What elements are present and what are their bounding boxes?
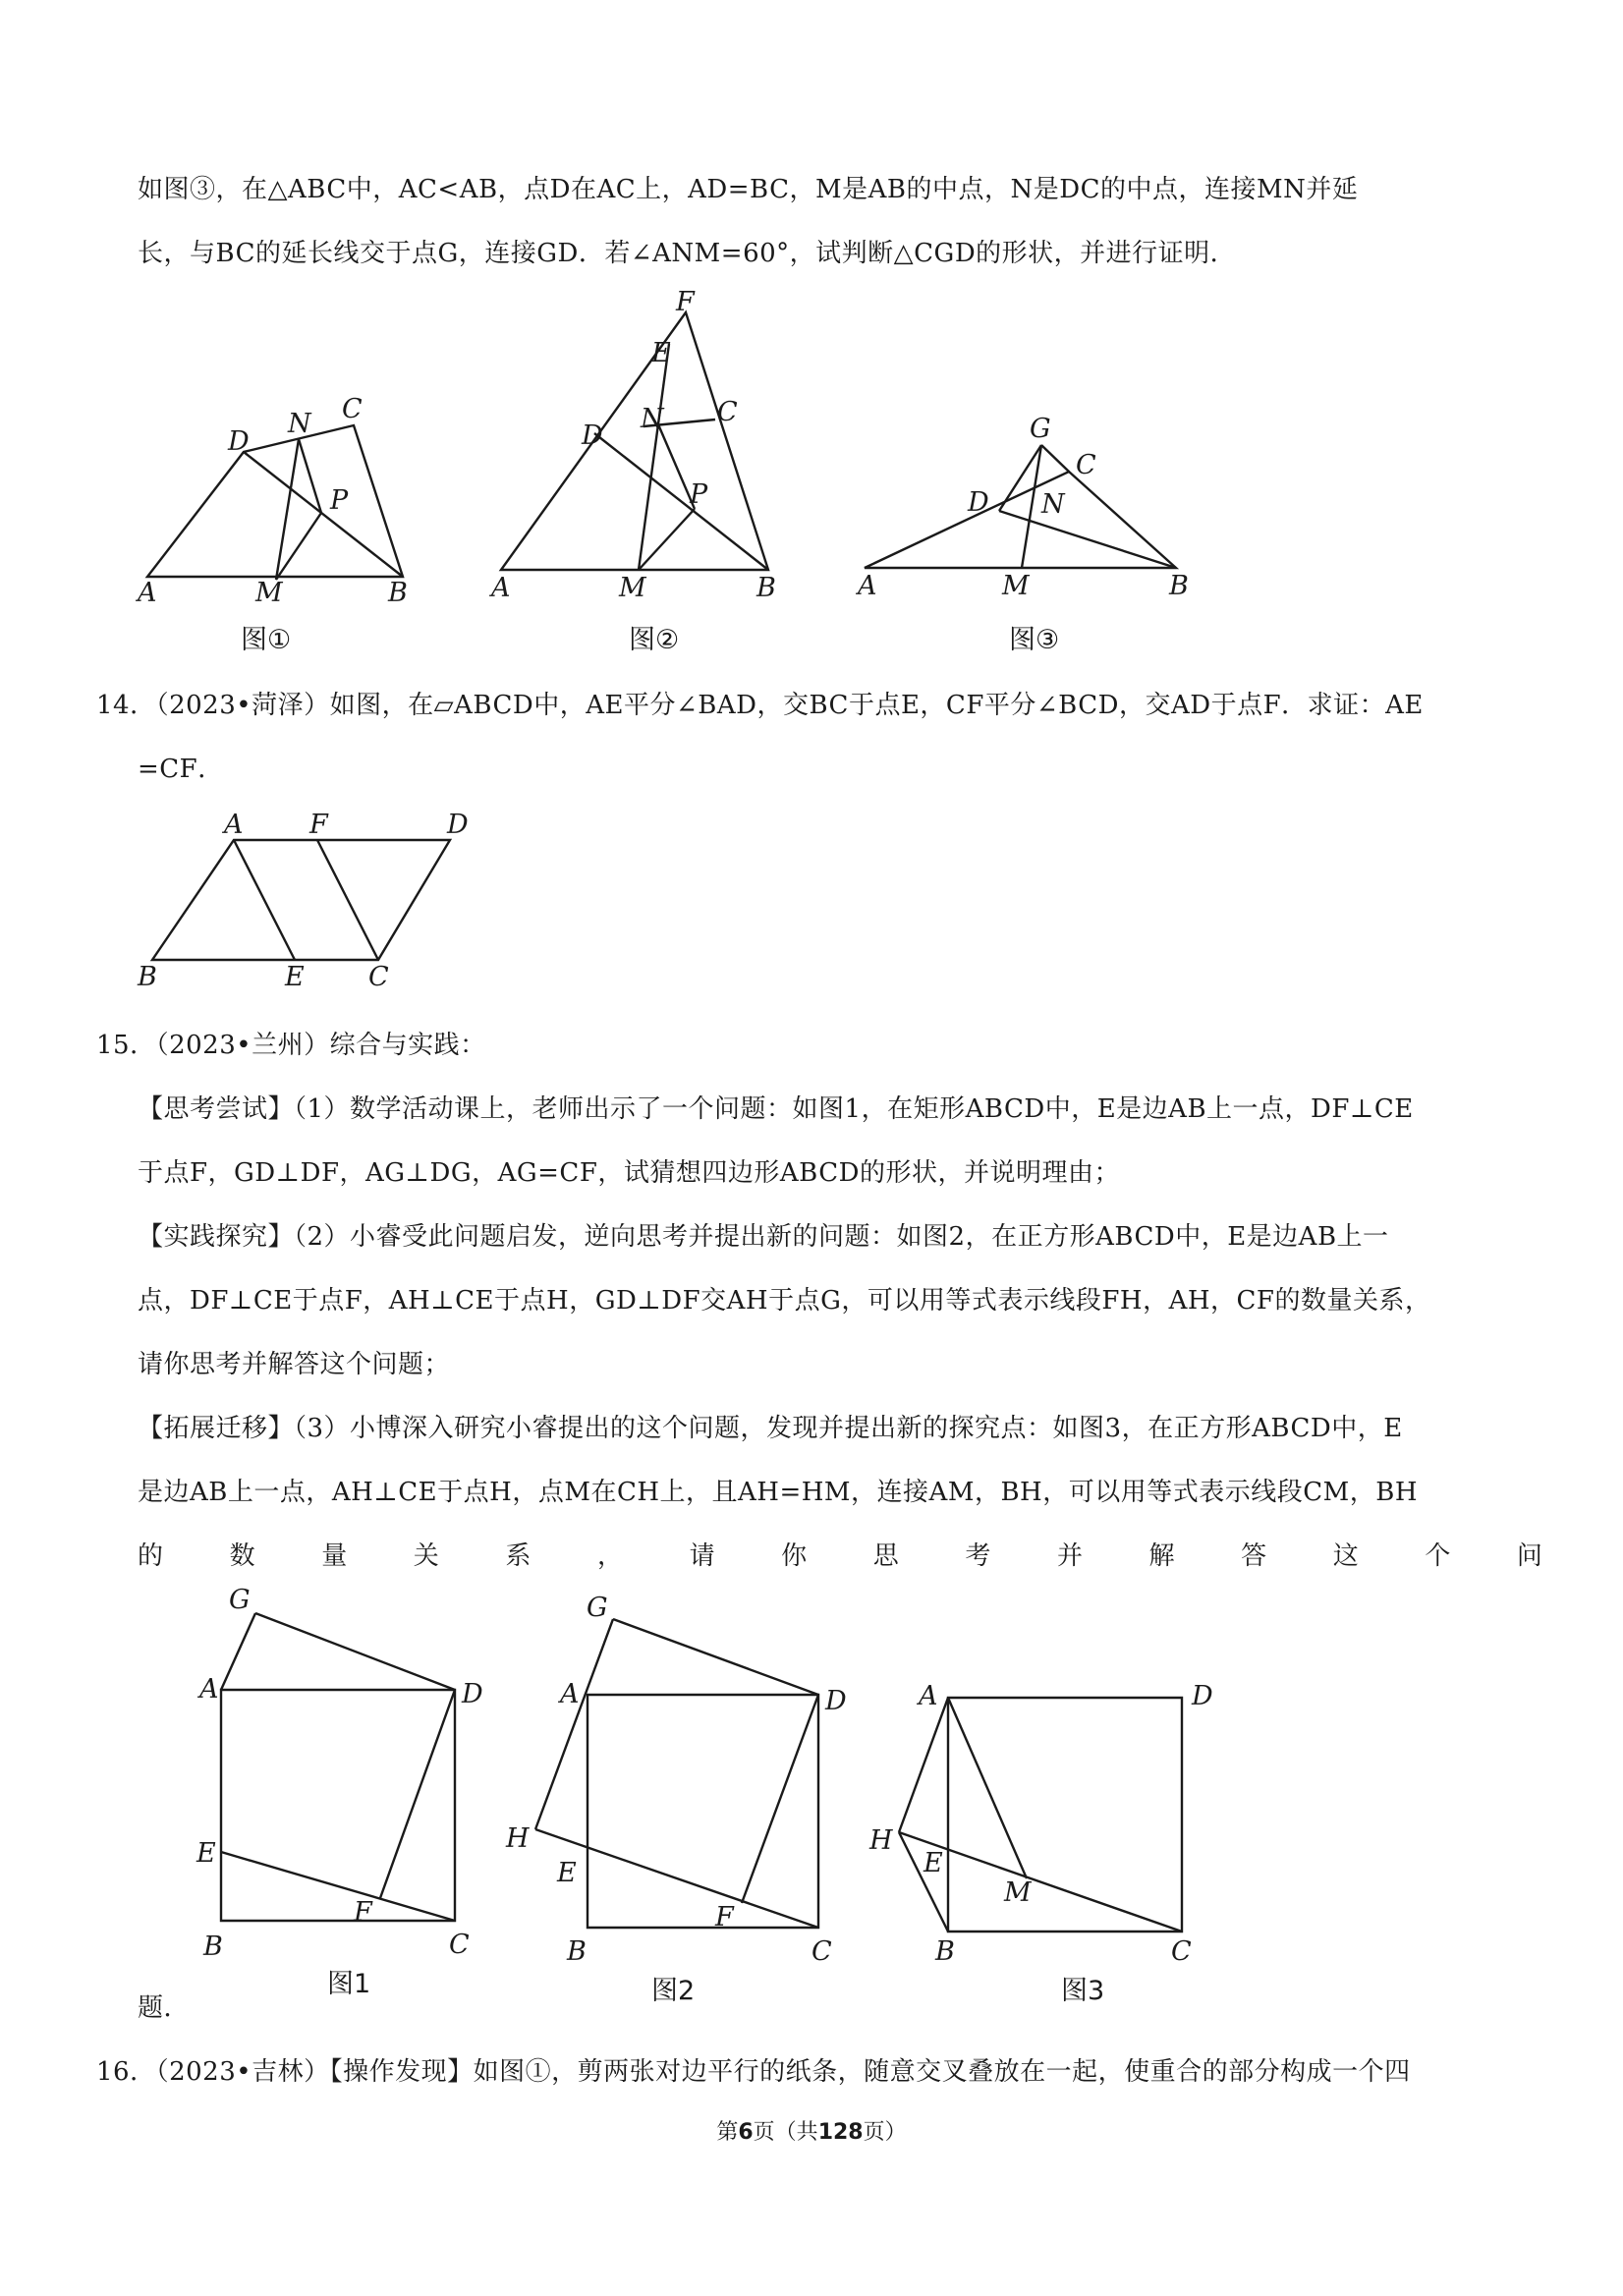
line-HG <box>535 1619 613 1829</box>
word: 问 <box>1516 1541 1542 1571</box>
label: D <box>1192 1681 1213 1711</box>
q15-heading: 15．（2023•兰州）综合与实践： <box>96 1031 486 1060</box>
line-GD <box>613 1619 818 1695</box>
footer-middle: 页（共 <box>753 2120 818 2145</box>
label: M <box>1002 571 1030 601</box>
label: D <box>582 420 603 451</box>
q15-part2-line2: 点，DF⊥CE于点F，AH⊥CE于点H，GD⊥DF交AH于点G，可以用等式表示线段FH，AH，CF的数量关系， <box>138 1286 1431 1316</box>
word: 答 <box>1241 1541 1267 1571</box>
q15-part3-line1: 【拓展迁移】（3）小博深入研究小睿提出的这个问题，发现并提出新的探究点：如图3，在正方形ABCD中，E <box>138 1414 1403 1443</box>
caption: 图2 <box>651 1976 696 2006</box>
label: D <box>462 1679 483 1709</box>
fig1-line-MN <box>276 439 299 580</box>
label: M <box>1004 1877 1032 1908</box>
top-figure-1 <box>135 394 408 655</box>
label: N <box>1041 489 1065 520</box>
label: A <box>224 810 244 840</box>
word: 数 <box>229 1541 255 1571</box>
word: 的 <box>138 1541 164 1571</box>
label: F <box>715 1902 734 1932</box>
label: C <box>368 962 389 992</box>
label: B <box>1169 571 1189 601</box>
word: 思 <box>872 1541 899 1571</box>
label: H <box>869 1825 893 1856</box>
line-EC <box>221 1852 455 1921</box>
q15-part3-line2: 是边AB上一点，AH⊥CE于点H，点M在CH上，且AH=HM，连接AM，BH，可以用等式表示线段CM，BH <box>138 1478 1419 1507</box>
word: 系 <box>505 1541 532 1571</box>
label: C <box>1171 1936 1192 1967</box>
label: D <box>825 1686 847 1716</box>
label: C <box>812 1936 832 1967</box>
fig3-line-MG <box>1022 445 1041 568</box>
label: F <box>309 810 328 840</box>
line-FC <box>317 840 378 960</box>
line-AE <box>234 840 295 960</box>
line-HC <box>535 1829 818 1928</box>
label: F <box>354 1897 372 1928</box>
fig1-quad <box>147 425 403 577</box>
label: D <box>447 810 469 840</box>
word: 关 <box>413 1541 439 1571</box>
fig1-line-DB <box>244 452 403 577</box>
label: P <box>330 485 349 516</box>
q14-figure <box>137 810 469 992</box>
label: B <box>138 962 157 992</box>
page-number: 6 <box>738 2120 754 2145</box>
square-ABCD <box>588 1695 818 1928</box>
text-line-2: 长，与BC的延长线交于点G，连接GD．若∠ANM=60°，试判断△CGD的形状，并进行证明． <box>138 239 1237 268</box>
q15-part3-end: 题． <box>138 1993 191 2023</box>
word: 你 <box>781 1541 808 1571</box>
footer-prefix: 第 <box>716 2120 739 2145</box>
word: 这 <box>1332 1541 1359 1571</box>
line-AG <box>221 1613 255 1690</box>
label: A <box>560 1679 580 1709</box>
fig3-line-GC <box>1041 445 1069 472</box>
q15-figure-3 <box>868 1681 1213 2006</box>
label: A <box>858 571 877 601</box>
caption: 图① <box>241 625 292 655</box>
caption: 图③ <box>1009 625 1060 655</box>
q15-figure-2 <box>505 1593 847 2006</box>
top-figure-2 <box>488 287 776 655</box>
parallelogram-ABCD <box>152 840 450 960</box>
label: C <box>449 1930 470 1960</box>
label: E <box>196 1838 216 1869</box>
line-DF <box>742 1695 818 1903</box>
label: E <box>651 338 671 368</box>
label: A <box>199 1674 219 1705</box>
q14-text-cont: =CF． <box>138 755 224 784</box>
label: D <box>228 426 250 457</box>
fig2-line-MP <box>639 509 695 570</box>
label: B <box>203 1932 223 1962</box>
label: B <box>756 573 776 603</box>
word: 并 <box>1056 1541 1083 1571</box>
square-ABCD <box>948 1698 1182 1932</box>
label: G <box>229 1585 251 1615</box>
word: 解 <box>1148 1541 1175 1571</box>
q15-part2-line3: 请你思考并解答这个问题； <box>138 1350 451 1379</box>
line-GD <box>255 1613 455 1690</box>
label: E <box>923 1848 943 1878</box>
total-pages: 128 <box>817 2120 864 2145</box>
page-footer <box>0 2115 1623 2146</box>
q15-part1-line1: 【思考尝试】（1）数学活动课上，老师出示了一个问题：如图1，在矩形ABCD中，E是边AB上一点，DF⊥CE <box>138 1094 1414 1124</box>
word: 请 <box>689 1541 715 1571</box>
caption: 图② <box>629 625 680 655</box>
label: M <box>619 573 646 603</box>
fig1-line-NP <box>299 439 321 513</box>
word: 考 <box>965 1541 991 1571</box>
word: 量 <box>321 1541 348 1571</box>
word: 个 <box>1425 1541 1451 1571</box>
label: N <box>641 404 664 434</box>
label: D <box>968 487 989 518</box>
top-figure-3 <box>855 414 1189 655</box>
label: A <box>919 1681 938 1711</box>
label: C <box>1076 450 1096 480</box>
caption: 图1 <box>327 1969 371 1999</box>
q15-part2-line1: 【实践探究】（2）小睿受此问题启发，逆向思考并提出新的问题：如图2，在正方形ABCD中，E是边AB上一 <box>138 1222 1389 1252</box>
label: A <box>491 573 511 603</box>
label: P <box>690 479 708 510</box>
line-DF <box>380 1690 455 1898</box>
label: G <box>1030 414 1051 444</box>
label: B <box>388 578 408 608</box>
label: B <box>935 1936 955 1967</box>
label: M <box>255 578 283 608</box>
line-AH <box>899 1698 948 1832</box>
word: ， <box>596 1541 623 1571</box>
fig1-line-MP <box>276 513 321 580</box>
label: F <box>676 287 695 317</box>
q15-figure-1 <box>196 1585 483 1999</box>
caption: 图3 <box>1061 1976 1105 2006</box>
label: E <box>285 962 305 992</box>
text-line-1: 如图③，在△ABC中，AC<AB，点D在AC上，AD=BC，M是AB的中点，N是DC的中点，连接MN并延 <box>138 175 1359 204</box>
label: B <box>567 1936 587 1967</box>
q14-text: 14．（2023•菏泽）如图，在▱ABCD中，AE平分∠BAD，交BC于点E，CF平分∠BCD，交AD于点F．求证：AE <box>96 691 1424 720</box>
label: E <box>557 1858 577 1888</box>
fig2-line-ME <box>639 344 669 570</box>
line-AM <box>948 1698 1027 1878</box>
fig2-triangle <box>501 312 768 570</box>
label: A <box>138 578 157 608</box>
label: C <box>717 397 738 427</box>
label: C <box>342 394 363 424</box>
label: H <box>506 1823 530 1854</box>
label: G <box>587 1593 608 1623</box>
q16-text: 16．（2023•吉林）【操作发现】如图①，剪两张对边平行的纸条，随意交叉叠放在一起，使重合的部分构成一个四 <box>96 2057 1411 2087</box>
footer-suffix: 页） <box>863 2120 907 2145</box>
q15-part1-line2: 于点F，GD⊥DF，AG⊥DG，AG=CF，试猜想四边形ABCD的形状，并说明理由； <box>138 1158 1120 1188</box>
fig2-line-DB <box>594 433 768 570</box>
label: N <box>288 409 311 439</box>
